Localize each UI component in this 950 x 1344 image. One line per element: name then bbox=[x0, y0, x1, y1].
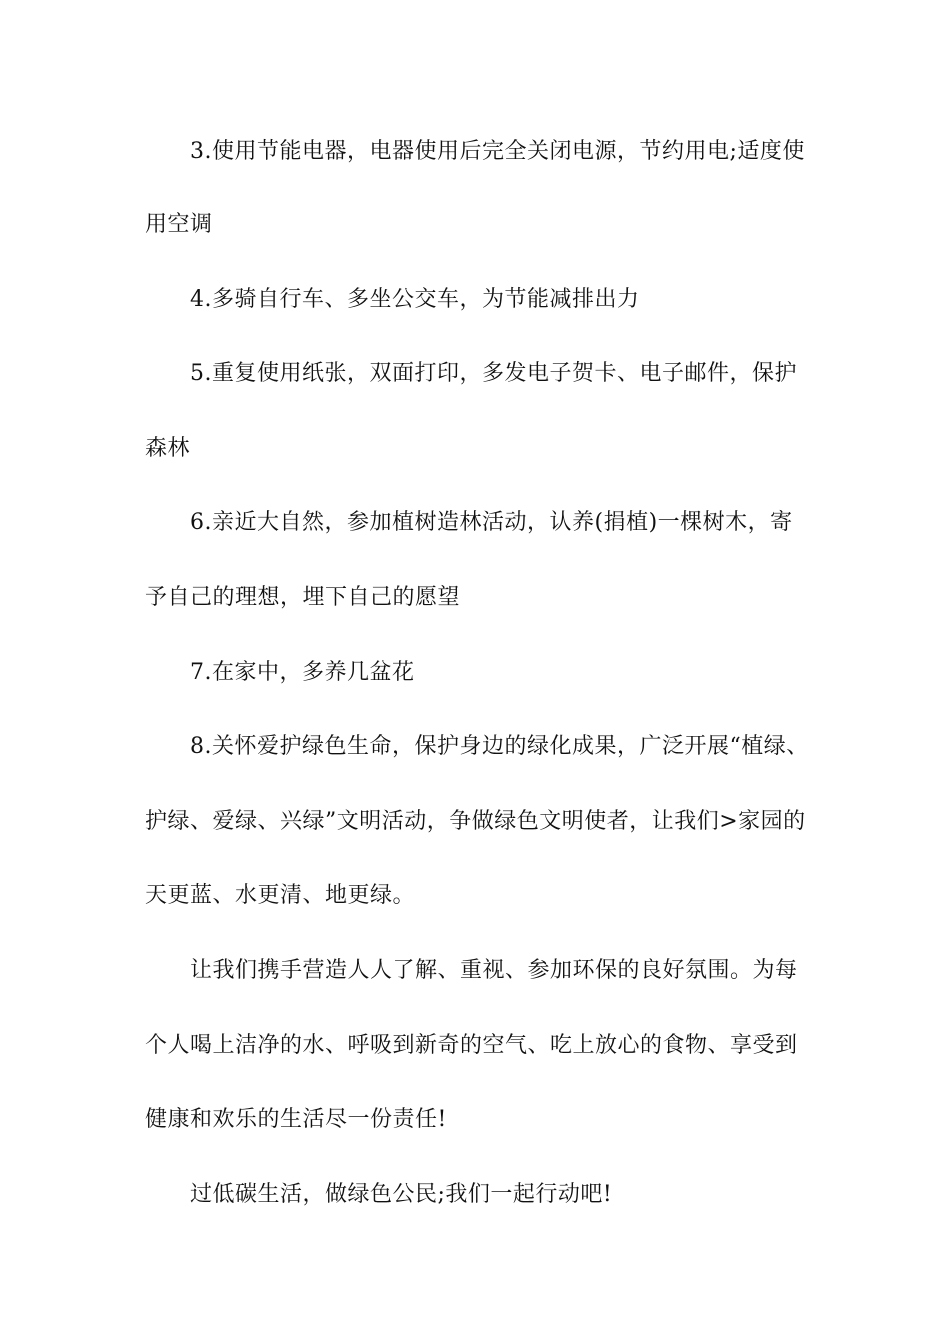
text-line-item5-part1: 5.重复使用纸张，双面打印，多发电子贺卡、电子邮件，保护 bbox=[190, 361, 797, 386]
text-line-item8-part2: 护绿、爱绿、兴绿”文明活动，争做绿色文明使者，让我们>家园的 bbox=[145, 809, 806, 834]
text-line-item3-part1: 3.使用节能电器，电器使用后完全关闭电源，节约用电;适度使 bbox=[190, 139, 805, 164]
text-line-item3-part2: 用空调 bbox=[145, 212, 213, 237]
text-line-item6-part2: 予自己的理想，埋下自己的愿望 bbox=[145, 585, 461, 610]
text-line-closing-part3: 健康和欢乐的生活尽一份责任! bbox=[145, 1107, 447, 1132]
text-line-item8-part3: 天更蓝、水更清、地更绿。 bbox=[145, 883, 416, 908]
text-line-slogan: 过低碳生活，做绿色公民;我们一起行动吧! bbox=[190, 1182, 613, 1207]
text-line-item8-part1: 8.关怀爱护绿色生命，保护身边的绿化成果，广泛开展“植绿、 bbox=[190, 734, 809, 759]
text-line-item4: 4.多骑自行车、多坐公交车，为节能减排出力 bbox=[190, 287, 640, 312]
text-line-item7: 7.在家中，多养几盆花 bbox=[190, 660, 415, 685]
text-line-closing-part1: 让我们携手营造人人了解、重视、参加环保的良好氛围。为每 bbox=[190, 958, 798, 983]
text-line-closing-part2: 个人喝上洁净的水、呼吸到新奇的空气、吃上放心的食物、享受到 bbox=[145, 1033, 798, 1058]
text-line-item6-part1: 6.亲近大自然，参加植树造林活动，认养(捐植)一棵树木，寄 bbox=[190, 510, 793, 535]
text-line-item5-part2: 森林 bbox=[145, 436, 191, 461]
